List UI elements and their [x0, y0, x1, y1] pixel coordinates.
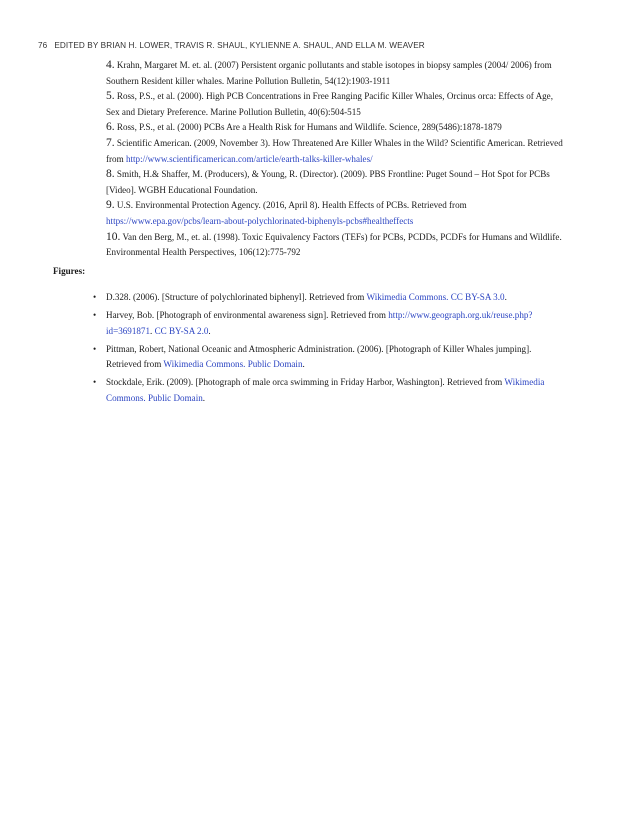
figure-credit-text: D.328. (2006). [Structure of polychlorinated biphenyl]. Retrieved from	[106, 292, 367, 302]
figure-credit-item	[93, 290, 558, 306]
figures-list	[93, 290, 558, 409]
figure-license-link[interactable]: Public Domain	[147, 393, 203, 404]
reference-number: 5.	[106, 90, 115, 103]
punctuation: .	[302, 359, 305, 370]
reference-item	[106, 120, 568, 136]
header-text: EDITED BY BRIAN H. LOWER, TRAVIS R. SHAUL, KYLIENNE A. SHAUL, AND ELLA M. WEAVER	[54, 41, 425, 50]
figure-credit-item	[93, 375, 558, 406]
bullet-icon: •	[93, 343, 97, 354]
reference-text: Smith, H.& Shaffer, M. (Producers), & Young, R. (Director). (2009). PBS Frontline: Puget Sound – Hot Spot for PCBs [Video]. WGBH Educational Foundation.	[106, 169, 550, 195]
punctuation: .	[504, 292, 507, 302]
separator: .	[150, 325, 155, 336]
figure-credit-text: Harvey, Bob. [Photograph of environmental awareness sign]. Retrieved from	[106, 310, 389, 321]
reference-item	[106, 58, 568, 89]
bullet-icon: •	[93, 292, 97, 302]
reference-number: 8.	[106, 168, 115, 181]
figure-source-link[interactable]: http://www.geograph.org.uk/reuse.php?id=3691871	[106, 310, 533, 336]
figure-license-link[interactable]: CC BY-SA 3.0	[450, 292, 505, 302]
running-header	[38, 41, 598, 50]
reference-text: U.S. Environmental Protection Agency. (2016, April 8). Health Effects of PCBs. Retrieved from	[116, 200, 467, 211]
reference-text: Scientific American. (2009, November 3). How Threatened Are Killer Whales in the Wild? Scientific American. Retrieved from	[106, 137, 563, 164]
bullet-icon: •	[93, 310, 97, 321]
reference-link[interactable]: https://www.epa.gov/pcbs/learn-about-polychlorinated-biphenyls-pcbs#healtheffects	[106, 215, 414, 226]
reference-list	[106, 58, 568, 261]
page-number: 76	[38, 41, 48, 50]
reference-number: 10.	[106, 230, 121, 243]
reference-number: 9.	[106, 199, 115, 212]
figures-heading: Figures:	[53, 266, 86, 276]
figure-credit-text: Stockdale, Erik. (2009). [Photograph of male orca swimming in Friday Harbor, Washington]. Retrieved from	[106, 377, 505, 388]
reference-number: 7.	[106, 136, 115, 149]
reference-item	[106, 167, 568, 198]
bullet-icon: •	[93, 377, 97, 388]
punctuation: .	[208, 325, 211, 336]
figure-license-link[interactable]: Public Domain	[247, 359, 303, 370]
reference-item	[106, 230, 568, 261]
figure-credit-item	[93, 342, 558, 373]
figure-credit-item	[93, 308, 558, 339]
punctuation: .	[202, 393, 206, 404]
reference-item	[106, 198, 568, 229]
reference-item	[106, 136, 568, 167]
figure-license-link[interactable]: CC BY-SA 2.0	[154, 325, 209, 336]
figure-credit-text: Pittman, Robert, National Oceanic and Atmospheric Administration. (2006). [Photograph of Killer Whales jumping]. Retrieved from	[106, 343, 532, 370]
figure-source-link[interactable]: Wikimedia Commons.	[366, 292, 449, 302]
reference-text: Krahn, Margaret M. et. al. (2007) Persistent organic pollutants and stable isotopes in biopsy samples (2004/ 2006) from Southern Resident killer whales. Marine Pollution Bulletin, 54(12):1903-1911	[106, 60, 552, 86]
reference-link[interactable]: http://www.scientificamerican.com/article/earth-talks-killer-whales/	[125, 153, 373, 164]
reference-number: 6.	[106, 121, 115, 134]
reference-text: Ross, P.S., et al. (2000) PCBs Are a Health Risk for Humans and Wildlife. Science, 289(5486):1878-1879	[116, 122, 502, 133]
figure-source-link[interactable]: Wikimedia Commons.	[106, 377, 545, 404]
reference-item	[106, 89, 568, 120]
reference-text: Van den Berg, M., et. al. (1998). Toxic Equivalency Factors (TEFs) for PCBs, PCDDs, PCDFs for Humans and Wildlife. Environmental Health Perspectives, 106(12):775-792	[106, 231, 562, 258]
figure-source-link[interactable]: Wikimedia Commons.	[163, 359, 246, 370]
reference-number: 4.	[106, 59, 115, 71]
reference-text: Ross, P.S., et al. (2000). High PCB Concentrations in Free Ranging Pacific Killer Whales, Orcinus orca: Effects of Age, Sex and Dietary Preference. Marine Pollution Bulletin, 40(6):504-515	[106, 91, 553, 117]
